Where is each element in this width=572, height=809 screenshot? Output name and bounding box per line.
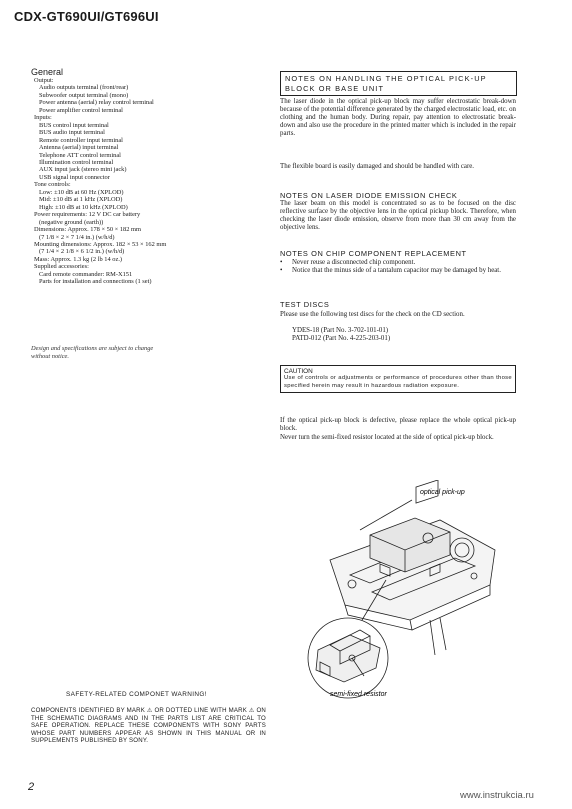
caution-box — [280, 365, 516, 393]
laser-emission-title: NOTES ON LASER DIODE EMISSION CHECK — [280, 191, 458, 200]
spec-line: Remote controller input terminal — [39, 136, 123, 144]
page-header-title: CDX-GT690UI/GT696UI — [14, 9, 159, 24]
test-disc-item: PATD-012 (Part No. 4-225-203-01) — [292, 335, 391, 343]
test-disc-item: YDES-18 (Part No. 3-702-101-01) — [292, 327, 389, 334]
caution-title: CAUTION — [284, 368, 313, 375]
spec-line: (7 1/4 × 2 1/8 × 6 1/2 in.) (w/h/d) — [39, 248, 125, 256]
test-disc-list — [292, 327, 390, 343]
spec-line: Card remote commander: RM-X151 — [39, 270, 133, 278]
spec-line: Telephone ATT control terminal — [39, 151, 121, 159]
spec-line: Mounting dimensions: Approx. 182 × 53 × 162 mm — [34, 240, 167, 248]
optical-handling-paragraph: The laser diode in the optical pick-up block may suffer electrostatic break-down because of the potential difference generated by the charged electrostatic load, etc. on clothing and the human body. During repair, pay attention to electrostatic break-down and also use the procedure in the printed matter which is included in the repair parts. — [280, 98, 516, 138]
safety-warning-title: SAFETY-RELATED COMPONET WARNING! — [66, 691, 207, 698]
general-section-title: General — [31, 67, 64, 77]
spec-line: Antenna (aerial) input terminal — [39, 144, 119, 152]
spec-line: Output: — [34, 77, 54, 84]
spec-line: Power requirements: 12 V DC car battery — [34, 211, 141, 219]
chip-bullet-item: • Never reuse a disconnected chip component. — [280, 259, 416, 266]
spec-change-note-line: without notice. — [31, 353, 69, 360]
spec-line: USB signal input connector — [39, 173, 110, 181]
label-semi-fixed-resistor: semi-fixed resistor — [330, 691, 387, 698]
flexible-board-paragraph: The flexible board is easily damaged and should be handled with care. — [280, 163, 475, 170]
optical-handling-title-line: NOTES ON HANDLING THE OPTICAL PICK-UP — [285, 74, 487, 83]
optical-handling-title-box — [280, 71, 517, 96]
spec-line: (7 1/8 × 2 × 7 1/4 in.) (w/h/d) — [39, 233, 115, 241]
spec-line: BUS audio input terminal — [39, 129, 105, 137]
spec-line: Illumination control terminal — [39, 158, 114, 166]
caution-text: Use of controls or adjustments or performance of procedures other than those specified herein may result in hazardous radiation exposure. — [284, 375, 512, 389]
test-discs-title: TEST DISCS — [280, 300, 330, 309]
spec-line: AUX input jack (stereo mini jack) — [39, 166, 127, 174]
spec-line: BUS control input terminal — [39, 121, 109, 129]
spec-change-note-line: Design and specifications are subject to change — [31, 345, 154, 352]
spec-line: Tone controls: — [34, 181, 71, 189]
optical-pickup-drawing — [290, 480, 520, 700]
spec-line: Supplied accessories: — [34, 263, 89, 271]
spec-line: Subwoofer output terminal (mono) — [39, 91, 129, 99]
spec-line: Audio outputs terminal (front/rear) — [39, 84, 129, 92]
spec-line: Parts for installation and connections (1 set) — [39, 278, 152, 286]
spec-line: Power amplifier control terminal — [39, 106, 123, 114]
spec-line: (negative ground (earth)) — [39, 218, 104, 226]
optical-handling-title-line: BLOCK OR BASE UNIT — [285, 83, 385, 93]
safety-warning-body: COMPONENTS IDENTIFIED BY MARK ⚠ OR DOTTED LINE WITH MARK ⚠ ON THE SCHEMATIC DIAGRAMS AND IN THE PARTS LIST ARE CRITICAL TO SAFE OPERATION. REPLACE THESE COMPONENTS WITH SONY PARTS WHOSE PART NUMBERS APPEAR AS SHOWN IN THIS MANUAL OR IN SUPPLEMENTS PUBLISHED BY SONY. — [31, 707, 266, 744]
spec-line: Mid: ±10 dB at 1 kHz (XPLOD) — [39, 196, 123, 204]
spec-line: High: ±10 dB at 10 kHz (XPLOD) — [39, 203, 128, 211]
defective-pickup-paragraph: If the optical pick-up block is defective, please replace the whole optical pick-up block. — [280, 417, 516, 433]
spec-line: Dimensions: Approx. 178 × 50 × 182 mm — [34, 226, 141, 234]
watermark-link[interactable]: www.instrukcia.ru — [460, 790, 534, 801]
chip-bullet-item: • Notice that the minus side of a tantalum capacitor may be damaged by heat. — [280, 267, 501, 275]
spec-line: Inputs: — [34, 114, 52, 122]
spec-line: Low: ±10 dB at 60 Hz (XPLOD) — [39, 188, 124, 196]
spec-line: Mass: Approx. 1.3 kg (2 lb 14 oz.) — [34, 255, 123, 263]
laser-emission-paragraph: The laser beam on this model is concentrated so as to be focused on the disc reflective surface by the objective lens in the optical pickup block. Therefore, when checking the laser diode emission, observe from more than 30 cm away from the objective lens. — [280, 200, 516, 232]
spec-change-note — [31, 345, 153, 361]
chip-bullet-text: Notice that the minus side of a tantalum capacitor may be damaged by heat. — [292, 267, 501, 275]
chip-bullet-text: Never reuse a disconnected chip component. — [292, 259, 416, 266]
chip-replacement-list — [280, 259, 516, 275]
spec-line: Power antenna (aerial) relay control terminal — [39, 99, 154, 107]
test-discs-paragraph: Please use the following test discs for the check on the CD section. — [280, 311, 465, 318]
chip-replacement-title: NOTES ON CHIP COMPONENT REPLACEMENT — [280, 249, 467, 258]
label-optical-pickup: optical pick-up — [420, 489, 465, 496]
semi-fixed-resistor-paragraph: Never turn the semi-fixed resistor located at the side of optical pick-up block. — [280, 434, 494, 441]
general-spec-list — [31, 77, 166, 286]
page-number: 2 — [28, 781, 35, 793]
